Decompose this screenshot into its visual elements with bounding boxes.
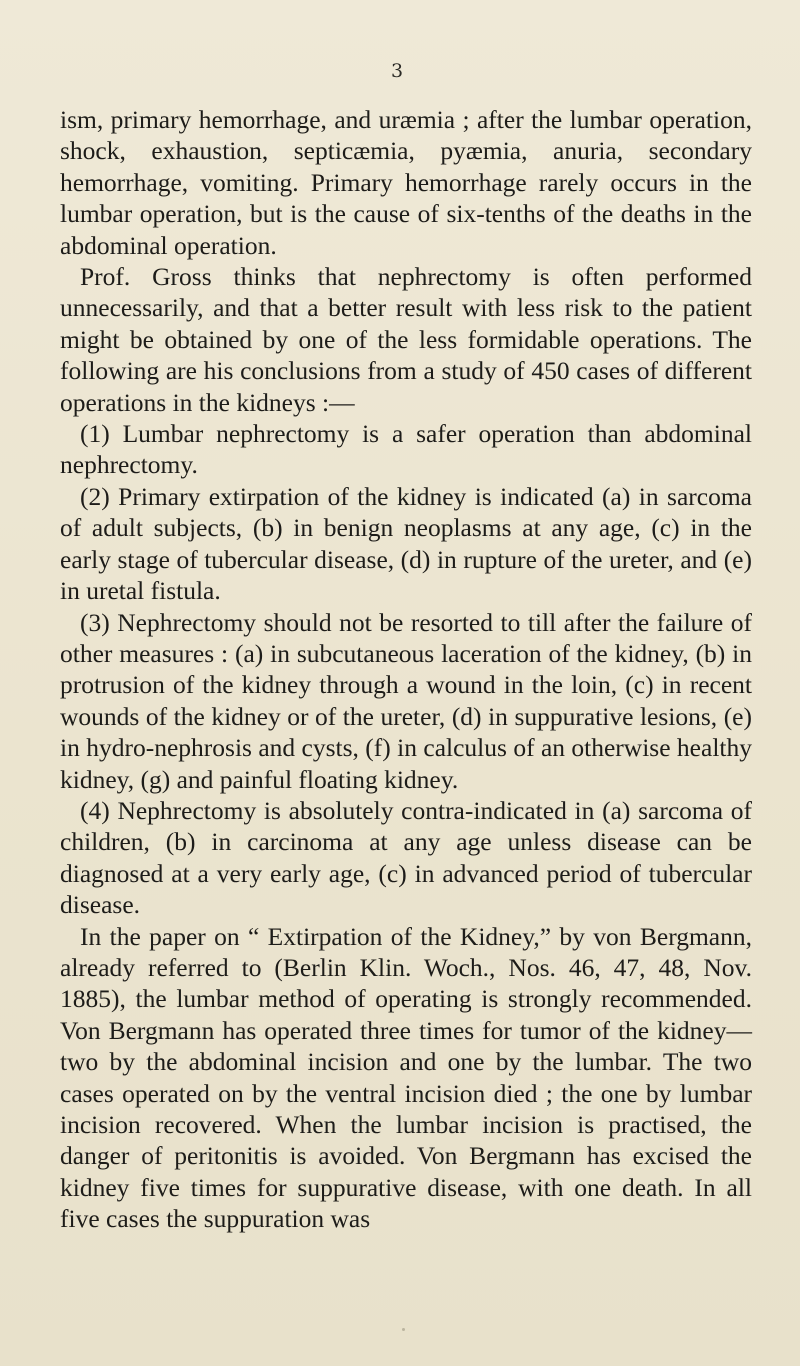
paragraph-von-bergmann: In the paper on “ Extirpation of the Kidney,” by von Bergmann, already referred to (Berlin Klin. Woch., Nos. 46, 47, 48, Nov. 1885), the lumbar method of operating is strongly recommended. Von Bergmann has operated three times for tumor of the kidney—two by the abdominal incision and one by the lumbar. The two cases operated on by the ventral incision died ; the one by lumbar incision recovered. When the lumbar incision is practised, the danger of peritonitis is avoided. Von Bergmann has excised the kidney five times for suppurative disease, with one death. In all five cases the suppuration was (60, 921, 752, 1234)
page-number: 3 (390, 60, 404, 82)
paragraph-conclusion-4: (4) Nephrectomy is absolutely contra-indicated in (a) sarcoma of children, (b) in carcinoma at any age unless disease can be diagnosed at a very early age, (c) in advanced period of tubercular disease. (60, 795, 752, 920)
paragraph-conclusion-2: (2) Primary extirpation of the kidney is indicated (a) in sarcoma of adult subjects, (b) in benign neoplasms at any age, (c) in the early stage of tubercular disease, (d) in rupture of the ureter, and (e) in uretal fistula. (60, 481, 752, 606)
paper-speck (402, 1328, 405, 1331)
paragraph-conclusion-1: (1) Lumbar nephrectomy is a safer operation than abdominal nephrectomy. (60, 419, 752, 480)
body-text (60, 104, 752, 1235)
paragraph-gross-conclusions-intro: Prof. Gross thinks that nephrectomy is often performed unnecessarily, and that a better result with less risk to the patient might be obtained by one of the less formidable operations. The following are his conclusions from a study of 450 cases of different operations in the kidneys :— (60, 262, 752, 417)
paragraph-complications: ism, primary hemorrhage, and uræmia ; after the lumbar operation, shock, exhaustion, septicæmia, pyæmia, anuria, secondary hemorrhage, vomiting. Primary hemorrhage rarely occurs in the lumbar operation, but is the cause of six-tenths of the deaths in the abdominal operation. (60, 105, 752, 260)
paragraph-conclusion-3: (3) Nephrectomy should not be resorted to till after the failure of other measures : (a) in subcutaneous laceration of the kidney, (b) in protrusion of the kidney through a wound in the loin, (c) in recent wounds of the kidney or of the ureter, (d) in suppurative lesions, (e) in hydro-nephrosis and cysts, (f) in calculus of an otherwise healthy kidney, (g) and painful floating kidney. (60, 607, 752, 794)
